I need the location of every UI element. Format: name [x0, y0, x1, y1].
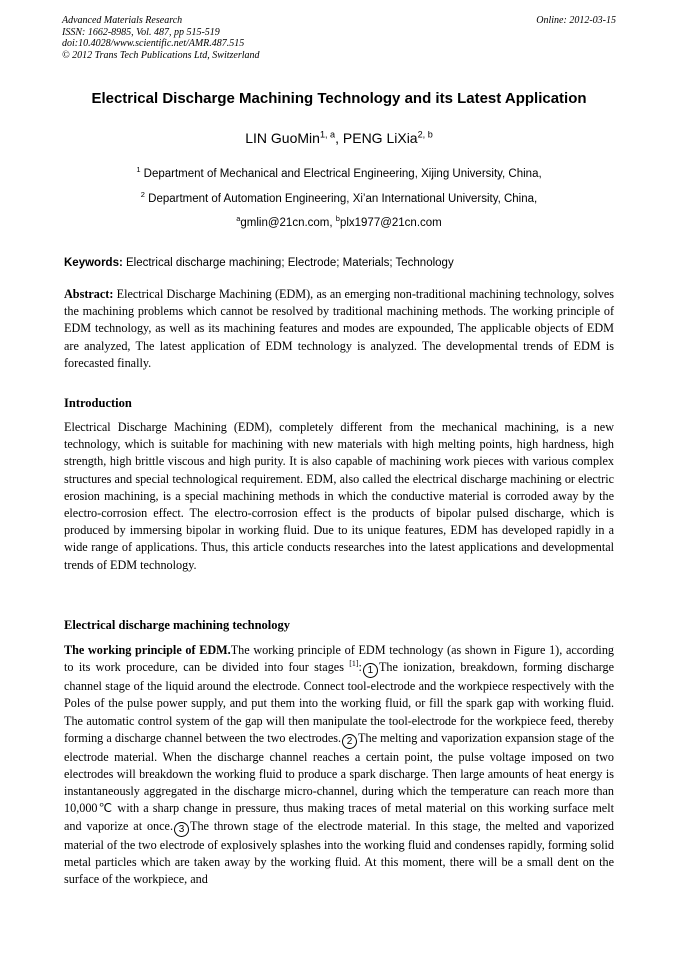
copyright-line: © 2012 Trans Tech Publications Ltd, Switzerland	[62, 49, 260, 61]
affiliation-1-sup: 1	[136, 165, 141, 175]
journal-header	[62, 15, 616, 61]
journal-name: Advanced Materials Research	[62, 15, 183, 26]
issn-line: ISSN: 1662-8985, Vol. 487, pp 515-519	[62, 26, 220, 38]
paragraph-text: :	[358, 660, 362, 675]
author-2: PENG LiXia	[342, 130, 418, 146]
affiliation-1-text: Department of Mechanical and Electrical Engineering, Xijing University, China,	[140, 168, 542, 180]
author-1: LIN GuoMin	[245, 130, 320, 146]
introduction-text: Electrical Discharge Machining (EDM), completely different from the mechanical machining, is a new technology, which is suitable for machining with new materials with high melting points, high hardness, high strength, high brittle viscous and high purity. It is also capable of machining work pieces with various complex structures and special technological requirement. EDM, also called the electrical discharge machining or electric erosion machining, is a special machining methods in which the conductive material is corroded away by the electro-corrosion effect. The electro-corrosion effect is the products of bipolar pulsed discharge, which is produced by immersing bipolar in working fluid. Due to its unique features, EDM has developed rapidly in a wide range of applications. Thus, this article conducts researches into the latest applications and developmental trends of EDM technology.	[64, 420, 614, 572]
affiliation-2-sup: 2	[140, 190, 145, 200]
affiliation-2-text: Department of Automation Engineering, Xi’an International University, China,	[144, 193, 538, 205]
paragraph-text: The thrown stage of the electrode material. In this stage, the melted and vaporized material of the two electrode of explosively splashes into the working fluid and condenses rapidly, forming solid metal particles which are taken away by the working fluid. At this moment, there will be a small dent on the surface of the workpiece, and	[64, 818, 614, 887]
keywords-text: Electrical discharge machining; Electrode; Materials; Technology	[122, 257, 454, 269]
working-principle-paragraph	[64, 642, 614, 888]
paper-title: Electrical Discharge Machining Technology and its Latest Application	[91, 90, 587, 107]
introduction-heading: Introduction	[64, 396, 132, 410]
author-2-sup: 2, b	[417, 129, 433, 140]
affiliation-1	[0, 165, 678, 180]
circled-number-1: 1	[363, 663, 378, 678]
abstract-label: Abstract:	[64, 287, 114, 301]
author-line	[0, 130, 678, 146]
doi-line: doi:10.4028/www.scientific.net/AMR.487.515	[62, 38, 245, 49]
author-separator: ,	[335, 130, 343, 146]
abstract-text: Electrical Discharge Machining (EDM), as an emerging non-traditional machining technology, solves the machining problems which cannot be resolved by traditional machining methods. The working principle of EDM technology, as well as its machining features and modes are expounded, The applicable objects of EDM are analyzed, The latest application of EDM technology is analyzed. The developmental trends of EDM is forecasted finally.	[64, 287, 614, 370]
circled-number-2: 2	[342, 734, 357, 749]
email-a-sup: a	[236, 214, 241, 224]
email-b-sup: b	[335, 214, 340, 224]
paragraph-text: The melting and vaporization expansion stage of the electrode material. When the discharge channel reaches a certain point, the pulse voltage imposed on two electrodes will breakdown the working fluid to produce a spark discharge. Then large amounts of heat energy is instantaneously aggregated in the discharge micro-channel, during which the temperature can reach more than 10,000℃ with a sharp change in pressure, thus making traces of metal material on this working surface melt and vaporize at once.	[64, 730, 614, 833]
keywords-label: Keywords:	[64, 257, 123, 269]
abstract	[64, 286, 614, 372]
email-line	[0, 214, 678, 229]
keywords	[64, 257, 624, 269]
email-a: gmlin@21cn.com,	[240, 217, 336, 229]
working-principle-lead: The working principle of EDM.	[64, 643, 231, 657]
author-1-sup: 1, a	[319, 129, 336, 140]
online-date: Online: 2012-03-15	[536, 15, 616, 26]
circled-number-3: 3	[174, 822, 189, 837]
paragraph-text: The ionization, breakdown, forming discharge channel stage of the liquid around the electrode. Connect tool-electrode and the workpiece respectively with the Poles of the pulse power supply, and put them into the working fluid, or fill the spark gap with working fluid. The automatic control system of the gap will then manipulate the tool-electrode for the workpiece feed, thereby forming a discharge channel between the two electrodes.	[64, 660, 614, 745]
paragraph-text: The working principle of EDM technology (as shown in Figure 1), according to its work procedure, can be divided into four stages	[64, 643, 615, 675]
affiliation-2	[0, 190, 678, 205]
email-b: plx1977@21cn.com	[339, 217, 442, 229]
citation: [1]	[349, 659, 359, 669]
section-heading-edm: Electrical discharge machining technology	[64, 618, 291, 632]
